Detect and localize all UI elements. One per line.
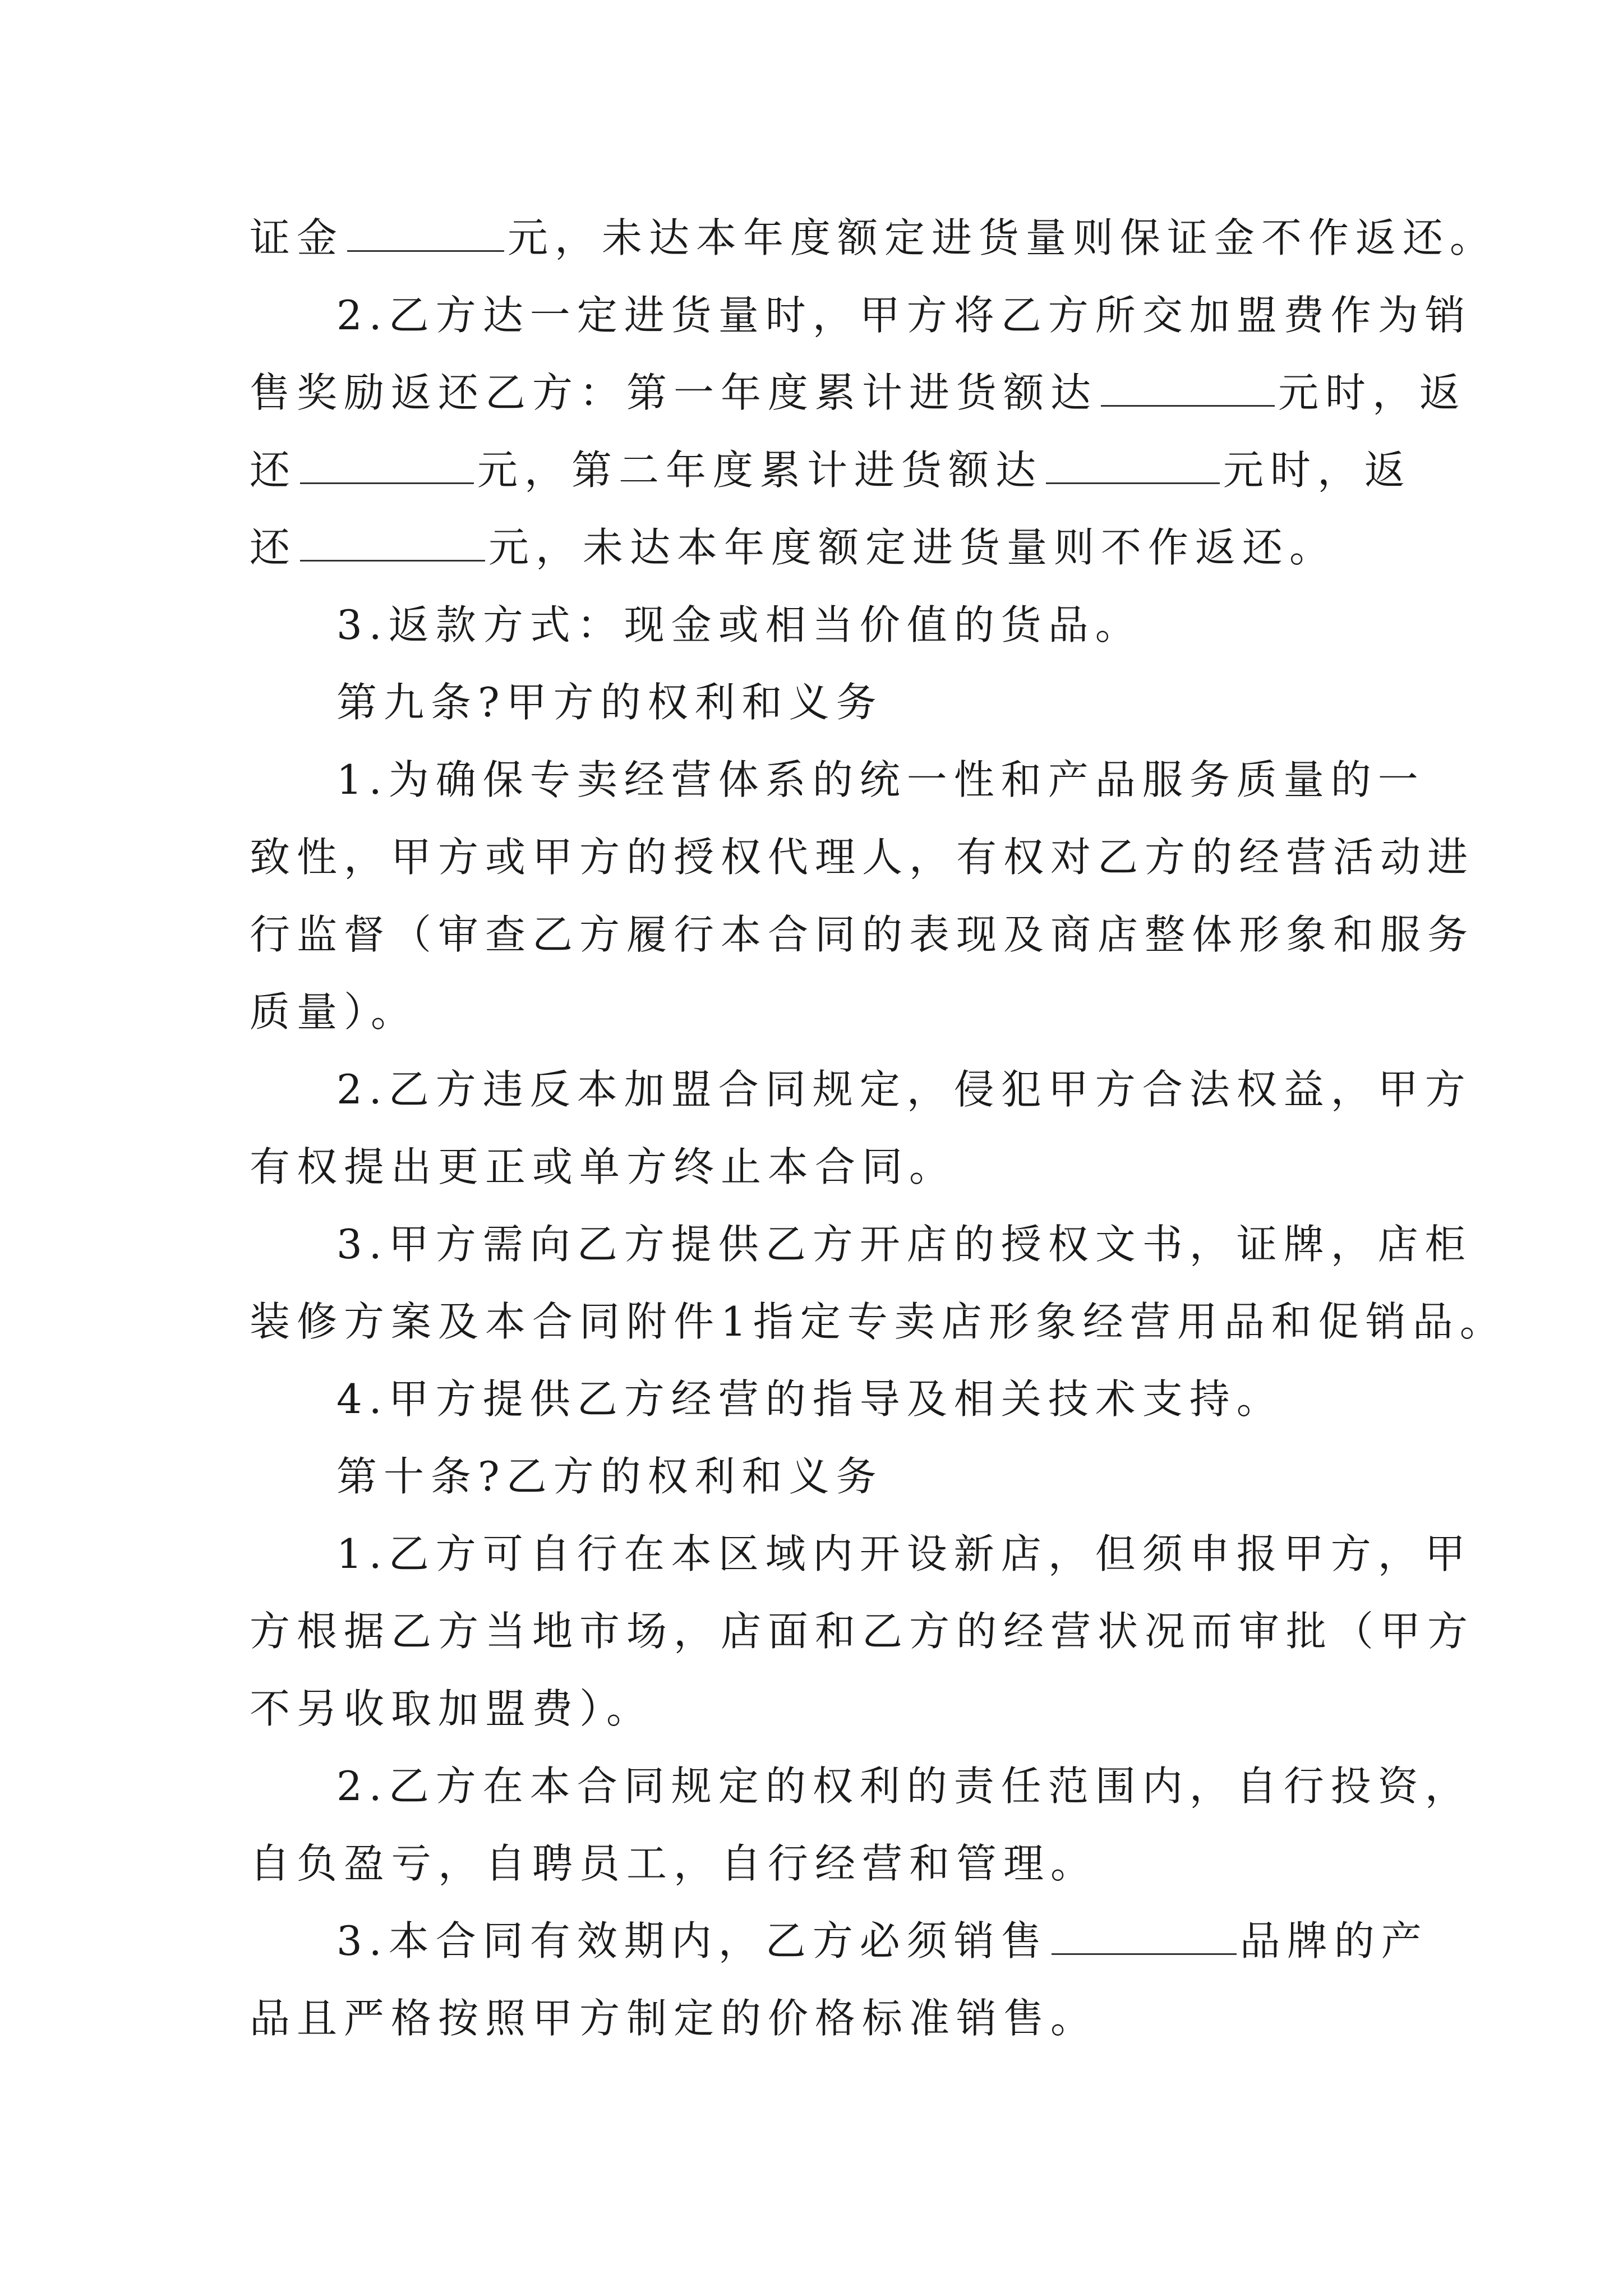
text-segment: 4.甲方提供乙方经营的指导及相关技术支持。 — [336, 1375, 1284, 1423]
text-line — [250, 1980, 1399, 2057]
text-segment: 品且严格按照甲方制定的价格标准销售。 — [250, 1995, 1098, 2042]
text-segment: 3.本合同有效期内，乙方必须销售 — [336, 1917, 1048, 1964]
text-segment: 第九条?甲方的权利和义务 — [336, 679, 883, 726]
text-segment: 不另收取加盟费）。 — [250, 1685, 654, 1732]
text-segment: 2.乙方达一定进货量时，甲方将乙方所交加盟费作为销 — [336, 292, 1472, 339]
text-line — [250, 509, 1399, 586]
text-segment: 装修方案及本合同附件1指定专卖店形象经营用品和促销品。 — [250, 1298, 1507, 1345]
document-page — [250, 199, 1507, 2057]
text-segment: 1.乙方可自行在本区域内开设新店，但须申报甲方，甲 — [336, 1530, 1472, 1577]
text-segment: 元，第二年度累计进货额达 — [477, 447, 1043, 494]
text-segment: 1.为确保专卖经营体系的统一性和产品服务质量的一 — [336, 756, 1425, 803]
text-segment: 2.乙方违反本加盟合同规定，侵犯甲方合法权益，甲方 — [336, 1066, 1472, 1113]
text-segment: 行监督（审查乙方履行本合同的表现及商店整体形象和服务 — [250, 911, 1475, 958]
blank-field — [300, 523, 485, 562]
text-segment: 3.甲方需向乙方提供乙方开店的授权文书，证牌，店柜 — [336, 1221, 1472, 1268]
text-line — [250, 1593, 1475, 1670]
text-line — [250, 1051, 1472, 1128]
text-segment: 元，未达本年度额定进货量则不作返还。 — [488, 524, 1337, 571]
text-segment: 证金 — [250, 214, 344, 261]
text-line — [250, 1825, 1399, 1902]
text-line — [250, 1360, 1399, 1438]
text-line — [250, 973, 1399, 1051]
text-line — [250, 1747, 1472, 1825]
text-segment: 自负盈亏，自聘员工，自行经营和管理。 — [250, 1840, 1098, 1887]
text-line — [250, 1128, 1399, 1205]
text-segment: 元时，返 — [1278, 369, 1467, 416]
text-segment: 有权提出更正或单方终止本合同。 — [250, 1143, 957, 1190]
text-segment: 元，未达本年度额定进货量则保证金不作返还。 — [508, 214, 1497, 261]
text-line — [250, 199, 1497, 277]
text-segment: 3.返款方式：现金或相当价值的货品。 — [336, 601, 1142, 648]
text-line — [250, 586, 1399, 664]
text-line — [250, 277, 1472, 354]
text-segment: 还 — [250, 447, 297, 494]
text-line — [250, 1205, 1472, 1283]
section-heading — [250, 1438, 1399, 1515]
blank-field — [1101, 368, 1275, 407]
blank-field — [347, 213, 504, 252]
text-line — [250, 818, 1475, 896]
text-segment: 售奖励返还乙方：第一年度累计进货额达 — [250, 369, 1098, 416]
text-line — [250, 1515, 1472, 1593]
text-segment: 2.乙方在本合同规定的权利的责任范围内，自行投资， — [336, 1763, 1472, 1810]
text-line — [250, 431, 1412, 509]
section-heading — [250, 664, 1399, 741]
text-line — [250, 1283, 1507, 1360]
text-line — [250, 1670, 1399, 1747]
text-segment: 致性，甲方或甲方的授权代理人，有权对乙方的经营活动进 — [250, 834, 1475, 881]
text-line — [250, 1902, 1428, 1980]
text-line — [250, 896, 1475, 973]
text-segment: 品牌的产 — [1239, 1917, 1428, 1964]
text-segment: 还 — [250, 524, 297, 571]
blank-field — [300, 445, 474, 484]
text-segment: 元时，返 — [1223, 447, 1412, 494]
text-line — [250, 741, 1425, 818]
blank-field — [1046, 445, 1220, 484]
text-line — [250, 354, 1467, 431]
text-segment: 质量）。 — [250, 988, 418, 1036]
text-segment: 第十条?乙方的权利和义务 — [336, 1453, 883, 1500]
blank-field — [1052, 1916, 1237, 1955]
text-segment: 方根据乙方当地市场，店面和乙方的经营状况而审批（甲方 — [250, 1608, 1475, 1655]
